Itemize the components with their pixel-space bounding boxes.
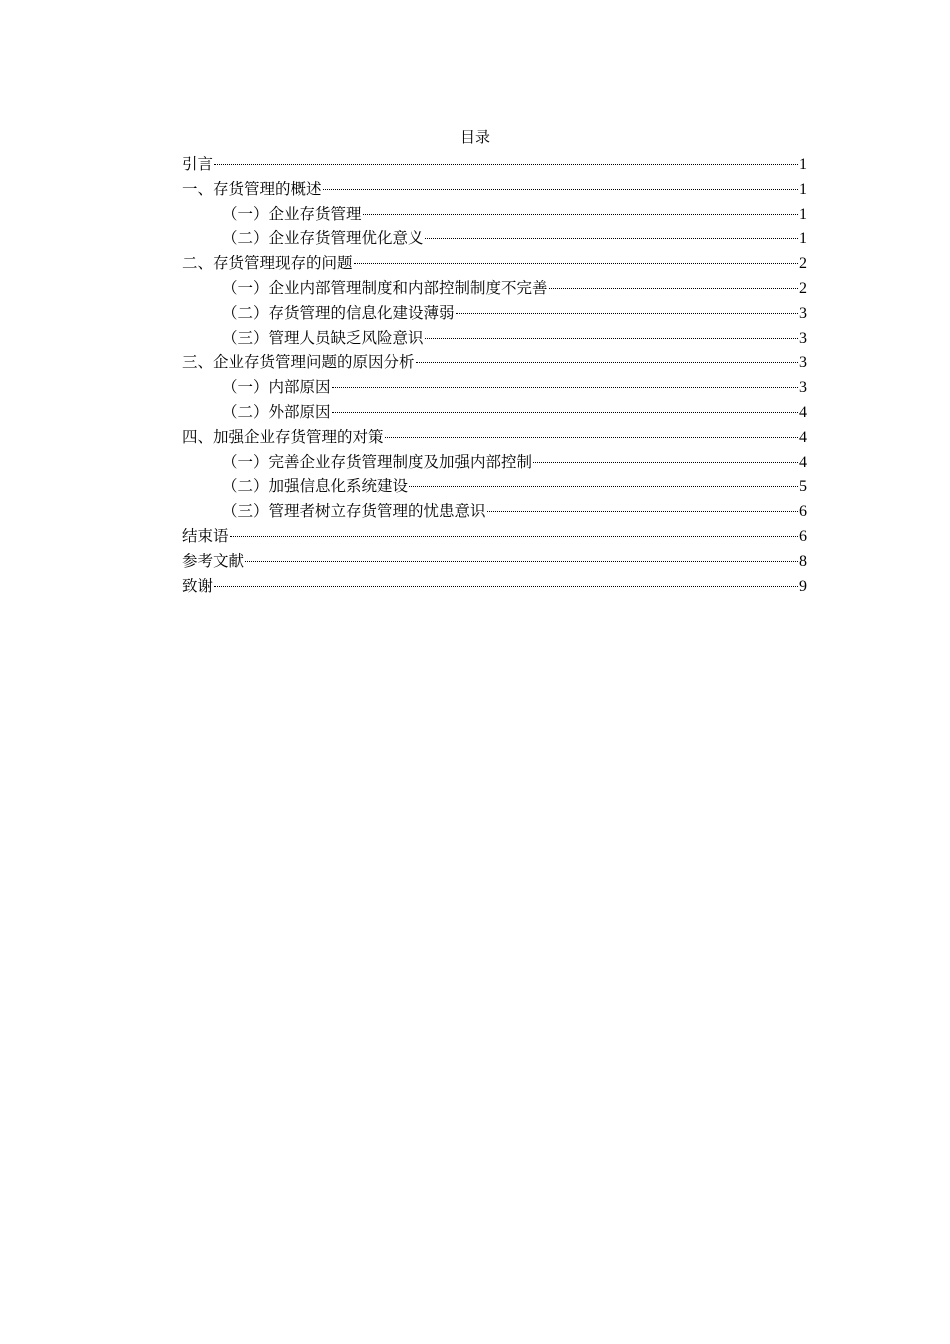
toc-entry-text: （二）企业存货管理优化意义 <box>222 229 424 248</box>
toc-entry-text: （二）加强信息化系统建设 <box>222 477 409 496</box>
toc-entry-text: （一）完善企业存货管理制度及加强内部控制 <box>222 452 533 471</box>
toc-entry[interactable] <box>182 350 807 375</box>
toc-page-number: 1 <box>799 230 807 248</box>
toc-entry-text: 致谢 <box>182 576 214 595</box>
table-of-contents <box>182 152 807 598</box>
toc-entry-text: （三）管理者树立存货管理的忧患意识 <box>222 502 486 521</box>
toc-entry-text: （三）管理人员缺乏风险意识 <box>222 328 424 347</box>
dot-leader <box>409 486 798 487</box>
toc-page-number: 3 <box>799 329 807 347</box>
toc-page-number: 6 <box>799 527 807 545</box>
toc-entry[interactable] <box>182 524 807 549</box>
toc-entry[interactable] <box>182 202 807 227</box>
toc-page-number: 4 <box>799 453 807 471</box>
toc-entry-text: 三、企业存货管理问题的原因分析 <box>182 353 415 372</box>
toc-entry-text: （一）企业内部管理制度和内部控制制度不完善 <box>222 278 548 297</box>
dot-leader <box>487 511 798 512</box>
dot-leader <box>332 412 798 413</box>
dot-leader <box>549 288 798 289</box>
toc-entry-text: （二）外部原因 <box>222 402 331 421</box>
toc-entry[interactable] <box>182 152 807 177</box>
toc-page-number: 9 <box>799 577 807 595</box>
toc-entry[interactable] <box>182 375 807 400</box>
toc-page-number: 3 <box>799 304 807 322</box>
dot-leader <box>425 338 798 339</box>
toc-entry[interactable] <box>182 400 807 425</box>
toc-entry-text: （一）企业存货管理 <box>222 204 362 223</box>
dot-leader <box>425 238 798 239</box>
toc-page-number: 2 <box>799 255 807 273</box>
toc-entry[interactable] <box>182 549 807 574</box>
toc-entry-text: 四、加强企业存货管理的对策 <box>182 427 384 446</box>
toc-entry-text: （一）内部原因 <box>222 378 331 397</box>
dot-leader <box>323 189 798 190</box>
toc-entry[interactable] <box>182 425 807 450</box>
toc-entry[interactable] <box>182 450 807 475</box>
toc-entry-text: 二、存货管理现存的问题 <box>182 254 353 273</box>
toc-entry[interactable] <box>182 226 807 251</box>
toc-entry[interactable] <box>182 177 807 202</box>
toc-page-number: 3 <box>799 354 807 372</box>
dot-leader <box>416 362 798 363</box>
toc-page-number: 1 <box>799 180 807 198</box>
toc-page-number: 4 <box>799 428 807 446</box>
toc-entry[interactable] <box>182 276 807 301</box>
dot-leader <box>354 263 798 264</box>
toc-entry-text: 引言 <box>182 155 214 173</box>
toc-entry[interactable] <box>182 499 807 524</box>
dot-leader <box>363 214 798 215</box>
toc-page-number: 8 <box>799 552 807 570</box>
toc-page-number: 3 <box>799 379 807 397</box>
dot-leader <box>245 561 798 562</box>
toc-page-number: 4 <box>799 403 807 421</box>
toc-entry[interactable] <box>182 301 807 326</box>
dot-leader <box>456 313 798 314</box>
toc-entry-text: 参考文献 <box>182 551 245 570</box>
toc-title: 目录 <box>459 128 490 146</box>
toc-entry-text: 一、存货管理的概述 <box>182 179 322 198</box>
toc-entry-text: （二）存货管理的信息化建设薄弱 <box>222 303 455 322</box>
toc-page-number: 2 <box>799 279 807 297</box>
dot-leader <box>385 437 798 438</box>
dot-leader <box>332 387 798 388</box>
dot-leader <box>230 536 798 537</box>
toc-page-number: 5 <box>799 478 807 496</box>
toc-page-number: 6 <box>799 503 807 521</box>
toc-entry[interactable] <box>182 474 807 499</box>
toc-page-number: 1 <box>799 156 807 173</box>
toc-entry[interactable] <box>182 326 807 351</box>
dot-leader <box>214 586 798 587</box>
toc-entry[interactable] <box>182 251 807 276</box>
toc-entry-text: 结束语 <box>182 526 229 545</box>
toc-entry[interactable] <box>182 574 807 599</box>
dot-leader <box>214 164 798 165</box>
toc-page-number: 1 <box>799 205 807 223</box>
dot-leader <box>533 462 798 463</box>
